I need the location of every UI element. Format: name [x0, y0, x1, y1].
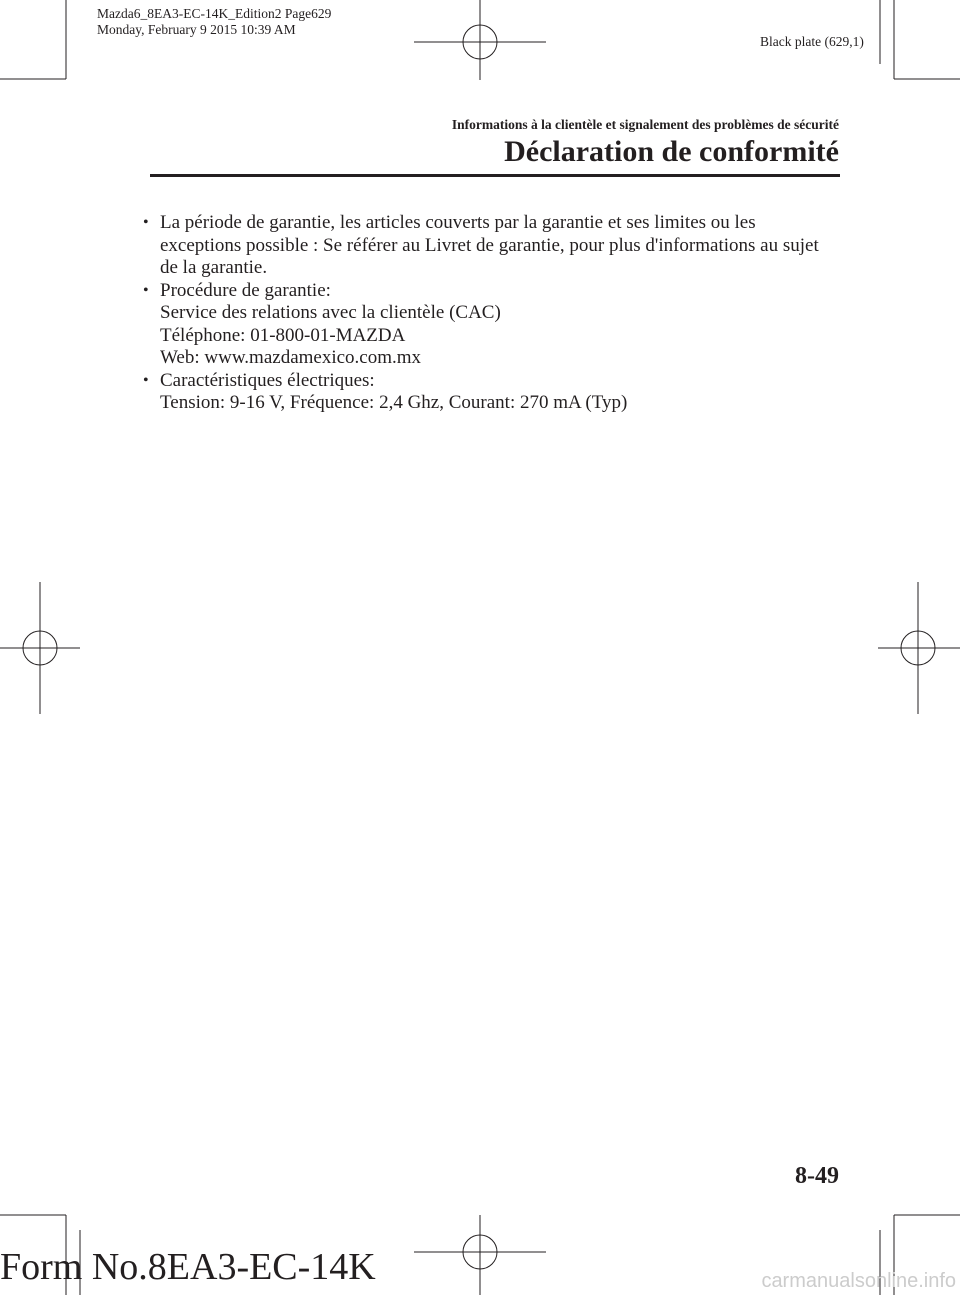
- plate-label: Black plate (629,1): [760, 34, 864, 49]
- list-item: [143, 370, 843, 415]
- file-info: [97, 6, 331, 38]
- bullet-icon: •: [143, 371, 149, 389]
- item-text: exceptions possible : Se référer au Livret de garantie, pour plus d'informations au sujet: [160, 234, 819, 256]
- item-text: Tension: 9-16 V, Fréquence: 2,4 Ghz, Courant: 270 mA (Typ): [160, 392, 628, 413]
- watermark: carmanualsonline.info: [761, 1270, 956, 1292]
- item-text: La période de garantie, les articles couverts par la garantie et ses limites ou les: [160, 212, 756, 233]
- page-number: 8-49: [795, 1163, 839, 1189]
- item-text: Service des relations avec la clientèle (CAC): [160, 302, 501, 323]
- bullet-icon: •: [143, 214, 149, 231]
- item-text: Téléphone: 01-800-01-MAZDA: [160, 324, 406, 346]
- item-text: de la garantie.: [160, 257, 268, 278]
- form-number: Form No.8EA3-EC-14K: [0, 1246, 376, 1288]
- page-title: Déclaration de conformité: [504, 135, 839, 168]
- title-rule: [150, 174, 840, 177]
- list-item: [143, 280, 843, 370]
- file-info-line: Mazda6_8EA3-EC-14K_Edition2 Page629: [97, 6, 332, 21]
- bullet-icon: •: [143, 281, 149, 299]
- item-text: Caractéristiques électriques:: [160, 369, 375, 391]
- item-text: Procédure de garantie:: [160, 279, 331, 301]
- list-item: [143, 212, 843, 280]
- file-info-line: Monday, February 9 2015 10:39 AM: [97, 22, 296, 37]
- section-heading: Informations à la clientèle et signalement des problèmes de sécurité: [451, 117, 839, 132]
- bullet-list: [143, 212, 843, 415]
- item-text: Web: www.mazdamexico.com.mx: [160, 347, 422, 368]
